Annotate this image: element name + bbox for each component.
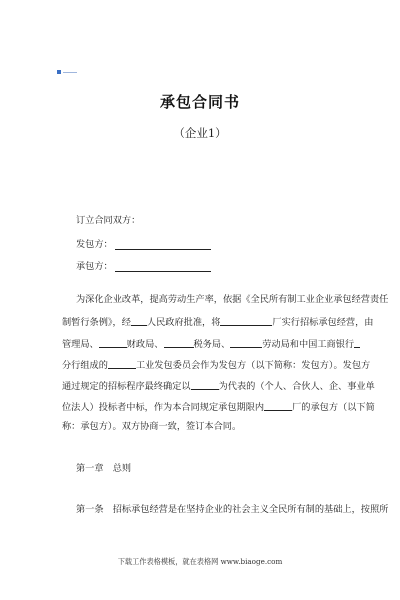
- contract-parties-intro: 订立合同双方：: [76, 215, 141, 226]
- article-1: 第一条 招标承包经营是在坚持企业的社会主义全民所有制的基础上，按照所: [76, 504, 389, 515]
- blank-field: [230, 338, 262, 348]
- body-line-2: 制暂行条例》，经 人民政府批准，将 厂实行招标承包经营，由: [62, 317, 374, 328]
- party-b-blank: [115, 261, 211, 272]
- footer-text: 下载工作表格模板，就在表格网 www.biaoge.com: [117, 557, 283, 566]
- chapter-heading: 第一章 总则: [76, 463, 132, 474]
- blank-field: [164, 338, 194, 348]
- party-a-row: [76, 236, 211, 250]
- body-line-5: 通过规定的招标程序最终确定以 为代表的（个人、合伙人、企、事业单: [62, 381, 375, 392]
- body-line-7: 称：承包方）。双方协商一致，签订本合同。: [62, 421, 242, 432]
- logo-line: [63, 72, 77, 73]
- body-line-1: 为深化企业改革，提高劳动生产率，依据《全民所有制工业企业承包经营责任: [76, 294, 389, 305]
- body-line-4: 分行组成的 工业发包委员会作为发包方（以下简称：发包方）。发包方: [62, 360, 371, 371]
- blank-field: [220, 316, 272, 326]
- party-b-label: 承包方：: [76, 261, 113, 272]
- document-title: 承包合同书: [159, 93, 240, 111]
- document-logo-icon: [57, 70, 79, 74]
- blank-field: [131, 316, 147, 326]
- logo-square: [57, 70, 61, 74]
- blank-field: [191, 380, 219, 390]
- blank-field: [99, 338, 127, 348]
- body-line-6: 位法人）投标者中标，作为本合同规定承包期限内 厂的承包方（以下简: [62, 402, 375, 413]
- document-subtitle: （企业1）: [173, 126, 227, 140]
- party-a-blank: [115, 239, 211, 250]
- blank-field: [264, 401, 292, 411]
- party-b-row: [76, 258, 211, 272]
- party-a-label: 发包方：: [76, 239, 113, 250]
- body-line-3: 管理局、 财政局、 税务局、 劳动局和中国工商银行: [62, 338, 360, 349]
- blank-field: [354, 338, 360, 348]
- blank-field: [108, 359, 136, 369]
